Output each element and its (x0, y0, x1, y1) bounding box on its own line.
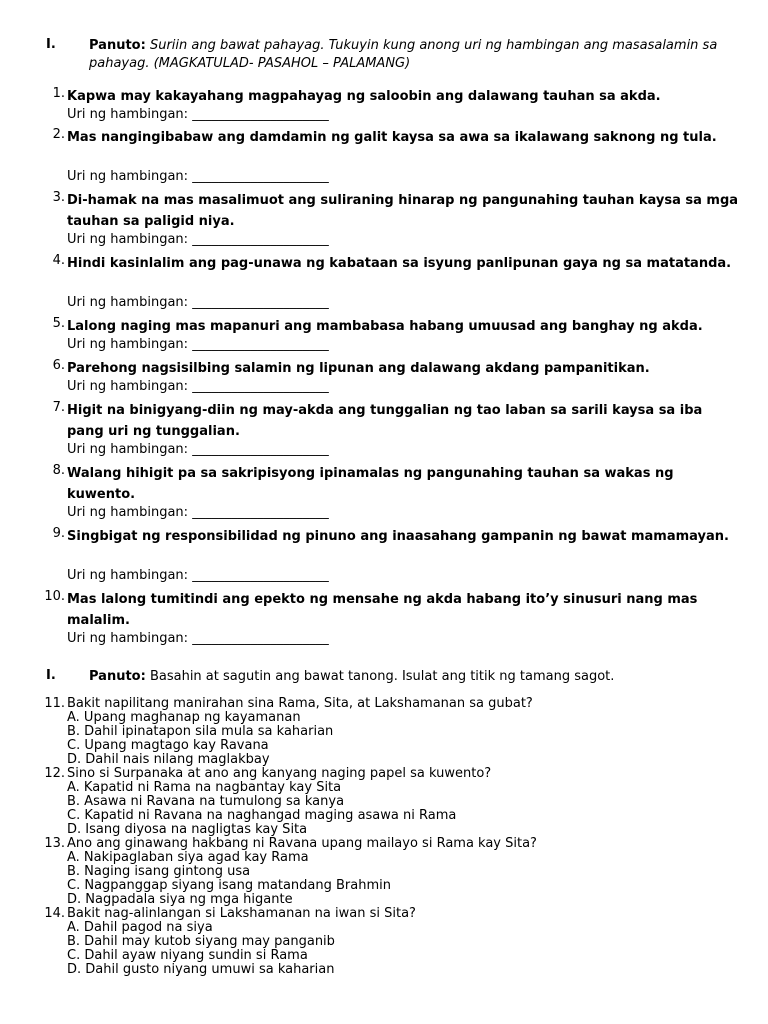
choice-c[interactable]: C. Dahil ayaw niyang sundin si Rama (67, 948, 308, 963)
answer-blank[interactable]: _____________________ (192, 107, 329, 122)
question-number: 11. (44, 696, 65, 711)
item-number: 5. (52, 316, 65, 331)
question-text: Bakit nag-alinlangan si Lakshamanan na iwan si Sita? (67, 906, 416, 921)
answer-line[interactable] (67, 107, 329, 122)
item-number: 2. (52, 127, 65, 142)
item-number: 1. (52, 86, 65, 101)
answer-label: Uri ng hambingan: (67, 442, 189, 457)
question-number: 13. (44, 836, 65, 851)
choice-b[interactable]: B. Dahil may kutob siyang may panganib (67, 934, 335, 949)
section-1-roman: I. (46, 37, 56, 52)
answer-blank[interactable]: _____________________ (192, 442, 329, 457)
section-2-label: Panuto: (89, 669, 146, 684)
item-statement: Di-hamak na mas masalimuot ang suliraning hinarap ng pangunahing tauhan kaysa sa mga tauhan sa paligid niya. (67, 193, 739, 229)
answer-blank[interactable]: _____________________ (192, 568, 329, 583)
choice-a[interactable]: A. Dahil pagod na siya (67, 920, 213, 935)
answer-line[interactable] (67, 232, 329, 247)
answer-blank[interactable]: _____________________ (192, 295, 329, 310)
answer-label: Uri ng hambingan: (67, 379, 189, 394)
choice-a[interactable]: A. Kapatid ni Rama na nagbantay kay Sita (67, 780, 342, 795)
item-number: 4. (52, 253, 65, 268)
choice-a[interactable]: A. Nakipaglaban siya agad kay Rama (67, 850, 309, 865)
answer-label: Uri ng hambingan: (67, 169, 189, 184)
item-number: 3. (52, 190, 65, 205)
question-number: 12. (44, 766, 65, 781)
item-statement: Singbigat ng responsibilidad ng pinuno ang inaasahang gampanin ng bawat mamamayan. (67, 529, 729, 544)
question-text: Sino si Surpanaka at ano ang kanyang naging papel sa kuwento? (67, 766, 492, 781)
choices (67, 781, 456, 837)
choices (67, 851, 391, 907)
section-1-label: Panuto: (89, 38, 146, 53)
answer-blank[interactable]: _____________________ (192, 379, 329, 394)
question-number: 14. (44, 906, 65, 921)
answer-label: Uri ng hambingan: (67, 568, 189, 583)
answer-line[interactable] (67, 568, 329, 583)
answer-line[interactable] (67, 631, 329, 646)
item-statement: Higit na binigyang-diin ng may-akda ang tunggalian ng tao laban sa sarili kaysa sa iba pang uri ng tunggalian. (67, 403, 703, 439)
answer-blank[interactable]: _____________________ (192, 169, 329, 184)
item-statement: Mas lalong tumitindi ang epekto ng mensahe ng akda habang ito’y sinusuri nang mas malalim. (67, 592, 698, 628)
item-statement: Lalong naging mas mapanuri ang mambabasa habang umuusad ang banghay ng akda. (67, 319, 703, 334)
choice-d[interactable]: D. Isang diyosa na nagligtas kay Sita (67, 822, 308, 837)
answer-line[interactable] (67, 169, 329, 184)
answer-label: Uri ng hambingan: (67, 505, 189, 520)
answer-line[interactable] (67, 379, 329, 394)
section-2-instruction (89, 668, 749, 686)
answer-line[interactable] (67, 442, 329, 457)
answer-label: Uri ng hambingan: (67, 232, 189, 247)
answer-blank[interactable]: _____________________ (192, 505, 329, 520)
answer-label: Uri ng hambingan: (67, 631, 189, 646)
answer-blank[interactable]: _____________________ (192, 631, 329, 646)
question-text: Ano ang ginawang hakbang ni Ravana upang mailayo si Rama kay Sita? (67, 836, 537, 851)
item-number: 9. (52, 526, 65, 541)
choice-b[interactable]: B. Naging isang gintong usa (67, 864, 251, 879)
answer-blank[interactable]: _____________________ (192, 337, 329, 352)
answer-blank[interactable]: _____________________ (192, 232, 329, 247)
choice-d[interactable]: D. Dahil gusto niyang umuwi sa kaharian (67, 962, 335, 977)
choice-d[interactable]: D. Nagpadala siya ng mga higante (67, 892, 293, 907)
section-2-roman: I. (46, 668, 56, 683)
item-number: 6. (52, 358, 65, 373)
choice-a[interactable]: A. Upang maghanap ng kayamanan (67, 710, 301, 725)
choice-c[interactable]: C. Nagpanggap siyang isang matandang Brahmin (67, 878, 391, 893)
section-2-text: Basahin at sagutin ang bawat tanong. Isulat ang titik ng tamang sagot. (149, 669, 615, 684)
item-statement: Mas nangingibabaw ang damdamin ng galit kaysa sa awa sa ikalawang saknong ng tula. (67, 130, 717, 145)
choice-c[interactable]: C. Kapatid ni Ravana na naghangad maging asawa ni Rama (67, 808, 457, 823)
answer-label: Uri ng hambingan: (67, 107, 189, 122)
choice-c[interactable]: C. Upang magtago kay Ravana (67, 738, 269, 753)
answer-label: Uri ng hambingan: (67, 337, 189, 352)
item-number: 8. (52, 463, 65, 478)
choice-b[interactable]: B. Dahil ipinatapon sila mula sa kaharian (67, 724, 334, 739)
section-1-text: Suriin ang bawat pahayag. Tukuyin kung anong uri ng hambingan ang masasalamin sa pahayag. (MAGKATULAD- PASAHOL – PALAMANG) (89, 38, 718, 71)
answer-line[interactable] (67, 337, 329, 352)
choices (67, 711, 333, 767)
choices (67, 921, 335, 977)
choice-d[interactable]: D. Dahil nais nilang maglakbay (67, 752, 270, 767)
item-statement: Hindi kasinlalim ang pag-unawa ng kabataan sa isyung panlipunan gaya ng sa matatanda. (67, 256, 732, 271)
answer-line[interactable] (67, 295, 329, 310)
answer-label: Uri ng hambingan: (67, 295, 189, 310)
item-number: 10. (44, 589, 65, 604)
question-text: Bakit napilitang manirahan sina Rama, Sita, at Lakshamanan sa gubat? (67, 696, 533, 711)
section-1-instruction (89, 37, 749, 73)
item-number: 7. (52, 400, 65, 415)
item-statement: Parehong nagsisilbing salamin ng lipunan ang dalawang akdang pampanitikan. (67, 361, 650, 376)
choice-b[interactable]: B. Asawa ni Ravana na tumulong sa kanya (67, 794, 345, 809)
item-statement: Kapwa may kakayahang magpahayag ng saloobin ang dalawang tauhan sa akda. (67, 89, 661, 104)
answer-line[interactable] (67, 505, 329, 520)
item-statement: Walang hihigit pa sa sakripisyong ipinamalas ng pangunahing tauhan sa wakas ng kuwento. (67, 466, 674, 502)
